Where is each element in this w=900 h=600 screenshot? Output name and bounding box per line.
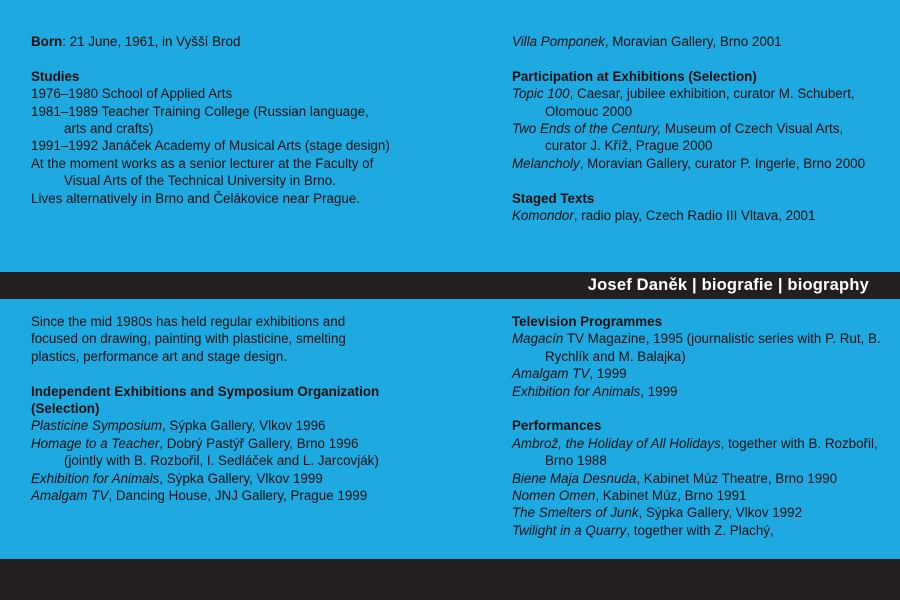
entry-title: Topic 100 xyxy=(512,86,570,102)
performance-entry xyxy=(512,504,884,521)
independent-exhibition-entry xyxy=(31,417,391,434)
entry-title: Plasticine Symposium xyxy=(31,418,162,434)
entry-details: Museum of Czech Visual Arts, curator J. Kříž, Prague 2000 xyxy=(545,121,844,154)
biography-top-left-column xyxy=(31,33,391,207)
performances-heading: Performances xyxy=(512,418,602,434)
entry-details: , Kabinet Múz, Brno 1991 xyxy=(595,488,747,504)
entry-details: , 1999 xyxy=(640,383,678,399)
television-entry xyxy=(512,330,884,365)
born-label: Born xyxy=(31,34,63,49)
entry-title: Ambrož, the Holiday of All Holidays xyxy=(512,435,721,451)
entry-title: Biene Maja Desnuda xyxy=(512,470,637,486)
studies-item: 1976–1980 School of Applied Arts xyxy=(31,86,233,102)
entry-details: , Sýpka Gallery, Vlkov 1996 xyxy=(161,418,326,434)
entry-details: , together with B. Rozbořil, Brno 1988 xyxy=(545,435,878,469)
biography-bottom-right-column xyxy=(512,313,884,539)
title-band xyxy=(0,272,900,299)
participation-entry xyxy=(512,85,884,120)
entry-title: Amalgam TV xyxy=(512,366,590,382)
entry-title: Nomen Omen xyxy=(512,488,596,504)
entry-details: , Sýpka Gallery, Vlkov 1992 xyxy=(638,505,803,521)
independent-exhibition-entry xyxy=(31,435,391,470)
biography-bottom-left-column xyxy=(31,313,391,504)
studies-heading: Studies xyxy=(31,68,80,84)
participation-entry xyxy=(512,155,884,172)
entry-title: Magacín xyxy=(512,331,564,347)
page-title: Josef Daněk | biografie | biography xyxy=(587,276,869,294)
footer-band xyxy=(0,559,900,600)
performance-entry xyxy=(512,487,884,504)
biography-top-right-column xyxy=(512,33,884,224)
entry-details: , Dobrý Pastýř Gallery, Brno 1996 (jointly with B. Rozbořil, I. Sedláček and L. Jarcovják) xyxy=(64,435,379,469)
entry-title: Homage to a Teacher xyxy=(31,435,160,451)
performance-entry xyxy=(512,522,884,539)
performance-entry xyxy=(512,470,884,487)
entry-details: TV Magazine, 1995 (journalistic series with P. Rut, B. Rychlík and M. Balajka) xyxy=(545,331,881,364)
staged-text-entry xyxy=(512,207,884,224)
entry-details: , 1999 xyxy=(589,366,627,382)
studies-item: 1991–1992 Janáček Academy of Musical Arts (stage design) xyxy=(31,138,390,154)
entry-title: The Smelters of Junk xyxy=(512,505,639,521)
studies-item: At the moment works as a senior lecturer at the Faculty of Visual Arts of the Technical University in Brno. xyxy=(31,155,374,189)
entry-details: , Sýpka Gallery, Vlkov 1999 xyxy=(159,470,323,486)
born-value: : 21 June, 1961, in Vyšší Brod xyxy=(62,34,241,49)
entry-title: Amalgam TV xyxy=(31,488,109,504)
performance-entry xyxy=(512,435,884,470)
born-line xyxy=(31,33,391,50)
entry-details: , Moravian Gallery, curator P. Ingerle, Brno 2000 xyxy=(579,155,866,171)
television-heading: Television Programmes xyxy=(512,314,663,329)
entry-title: Komondor xyxy=(512,208,574,224)
entry-title: Exhibition for Animals xyxy=(31,470,160,486)
entry-details: , Moravian Gallery, Brno 2001 xyxy=(604,34,782,49)
studies-item: 1981–1989 Teacher Training College (Russian language, arts and crafts) xyxy=(31,103,369,137)
entry-title: Two Ends of the Century, xyxy=(512,121,662,137)
participation-heading: Participation at Exhibitions (Selection) xyxy=(512,68,757,84)
entry-title: Twilight in a Quarry xyxy=(512,522,627,538)
entry-details: , radio play, Czech Radio III Vltava, 2001 xyxy=(573,208,816,224)
entry-title: Melancholy xyxy=(512,155,580,171)
television-entry xyxy=(512,383,884,400)
entry-details: , together with Z. Plachý, xyxy=(626,522,774,538)
entry-details: , Kabinet Múz Theatre, Brno 1990 xyxy=(636,470,838,486)
entry-title: Exhibition for Animals xyxy=(512,383,641,399)
entry-details: , Dancing House, JNJ Gallery, Prague 1999 xyxy=(108,488,368,504)
staged-texts-heading: Staged Texts xyxy=(512,190,595,206)
studies-item: Lives alternatively in Brno and Čelákovice near Prague. xyxy=(31,190,360,206)
television-entry xyxy=(512,365,884,382)
entry-details: , Caesar, jubilee exhibition, curator M. Schubert, Olomouc 2000 xyxy=(545,86,855,119)
entry-title: Villa Pomponek xyxy=(512,34,605,49)
exhibition-entry xyxy=(512,33,884,50)
independent-exhibition-entry xyxy=(31,470,391,487)
independent-exhibitions-heading: Independent Exhibitions and Symposium Organization (Selection) xyxy=(31,383,380,417)
independent-exhibition-entry xyxy=(31,487,391,504)
participation-entry xyxy=(512,120,884,155)
intro-paragraph: Since the mid 1980s has held regular exhibitions and focused on drawing, painting with plasticine, smelting plastics, performance art and stage design. xyxy=(31,314,346,364)
